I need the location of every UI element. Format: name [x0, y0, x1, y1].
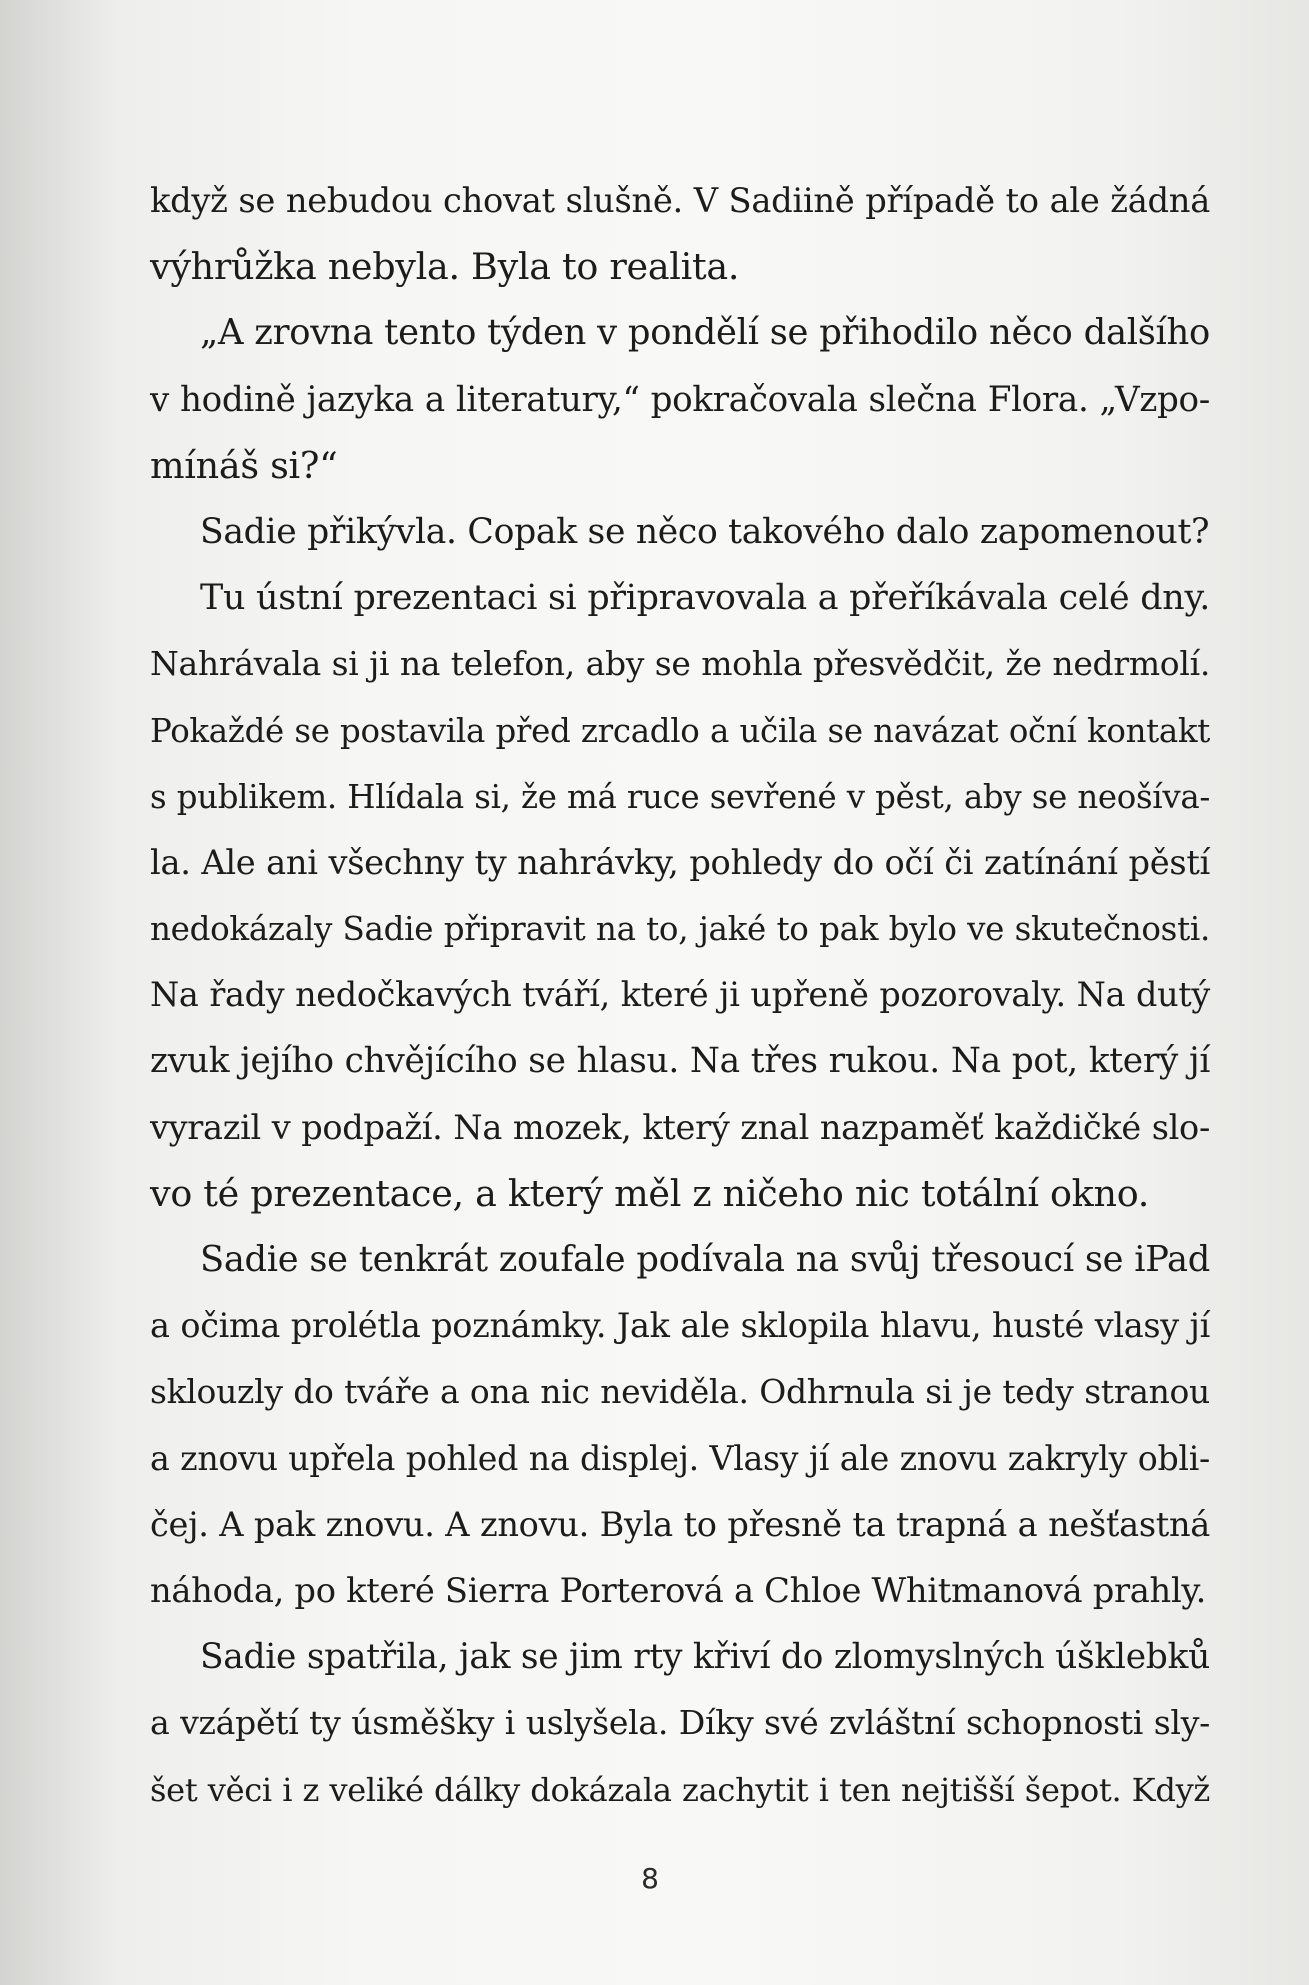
- body-text: [150, 168, 1210, 1823]
- text-line: když se nebudou chovat slušně. V Sadiině případě to ale žádná: [150, 181, 1210, 220]
- text-line: Tu ústní prezentaci si připravovala a přeříkávala celé dny.: [200, 578, 1210, 619]
- text-line: Sadie se tenkrát zoufale podívala na svůj třesoucí se iPad: [200, 1239, 1210, 1280]
- text-line: Na řady nedočkavých tváří, které ji upřeně pozorovaly. Na dutý: [150, 975, 1210, 1015]
- text-line: Pokaždé se postavila před zrcadlo a učila se navázat oční kontakt: [150, 711, 1210, 750]
- text-line: náhoda, po které Sierra Porterová a Chloe Whitmanová prahly.: [150, 1570, 1207, 1610]
- text-line: mínáš si?“: [150, 443, 338, 487]
- text-line: Sadie spatřila, jak se jim rty křiví do zlomyslných úšklebků: [200, 1637, 1210, 1678]
- text-line: výhrůžka nebyla. Byla to realita.: [150, 245, 740, 289]
- text-line: vyrazil v podpaží. Na mozek, který znal nazpaměť každičké slo-: [150, 1107, 1210, 1147]
- text-line: sklouzly do tváře a ona nic neviděla. Odhrnula si je tedy stranou: [150, 1372, 1210, 1412]
- text-line: nedokázaly Sadie připravit na to, jaké to pak bylo ve skutečnosti.: [150, 910, 1210, 949]
- text-line: a vzápětí ty úsměšky i uslyšela. Díky své zvláštní schopnosti sly-: [150, 1703, 1210, 1743]
- text-line: Nahrávala si ji na telefon, aby se mohla přesvědčit, že nedrmolí.: [150, 644, 1210, 684]
- text-line: s publikem. Hlídala si, že má ruce sevřené v pěst, aby se neošíva-: [150, 777, 1210, 816]
- text-line: a znovu upřela pohled na displej. Vlasy jí ale znovu zakryly obli-: [150, 1438, 1210, 1478]
- text-line: „A zrovna tento týden v pondělí se přihodilo něco dalšího: [200, 312, 1210, 354]
- text-line: v hodině jazyka a literatury,“ pokračovala slečna Flora. „Vzpo-: [150, 379, 1210, 420]
- text-line: a očima prolétla poznámky. Jak ale sklopila hlavu, husté vlasy jí: [150, 1306, 1210, 1346]
- text-line: Sadie přikývla. Copak se něco takového dalo zapomenout?: [200, 511, 1210, 552]
- text-line: zvuk jejího chvějícího se hlasu. Na třes rukou. Na pot, který jí: [150, 1041, 1210, 1082]
- text-line: vo té prezentace, a který měl z ničeho nic totální okno.: [150, 1171, 1150, 1215]
- page-number: 8: [641, 1862, 659, 1895]
- text-line: la. Ale ani všechny ty nahrávky, pohledy do očí či zatínání pěstí: [150, 842, 1210, 882]
- text-line: čej. A pak znovu. A znovu. Byla to přesně ta trapná a nešťastná: [150, 1504, 1210, 1544]
- text-line: šet věci i z veliké dálky dokázala zachytit i ten nejtišší šepot. Když: [150, 1770, 1210, 1809]
